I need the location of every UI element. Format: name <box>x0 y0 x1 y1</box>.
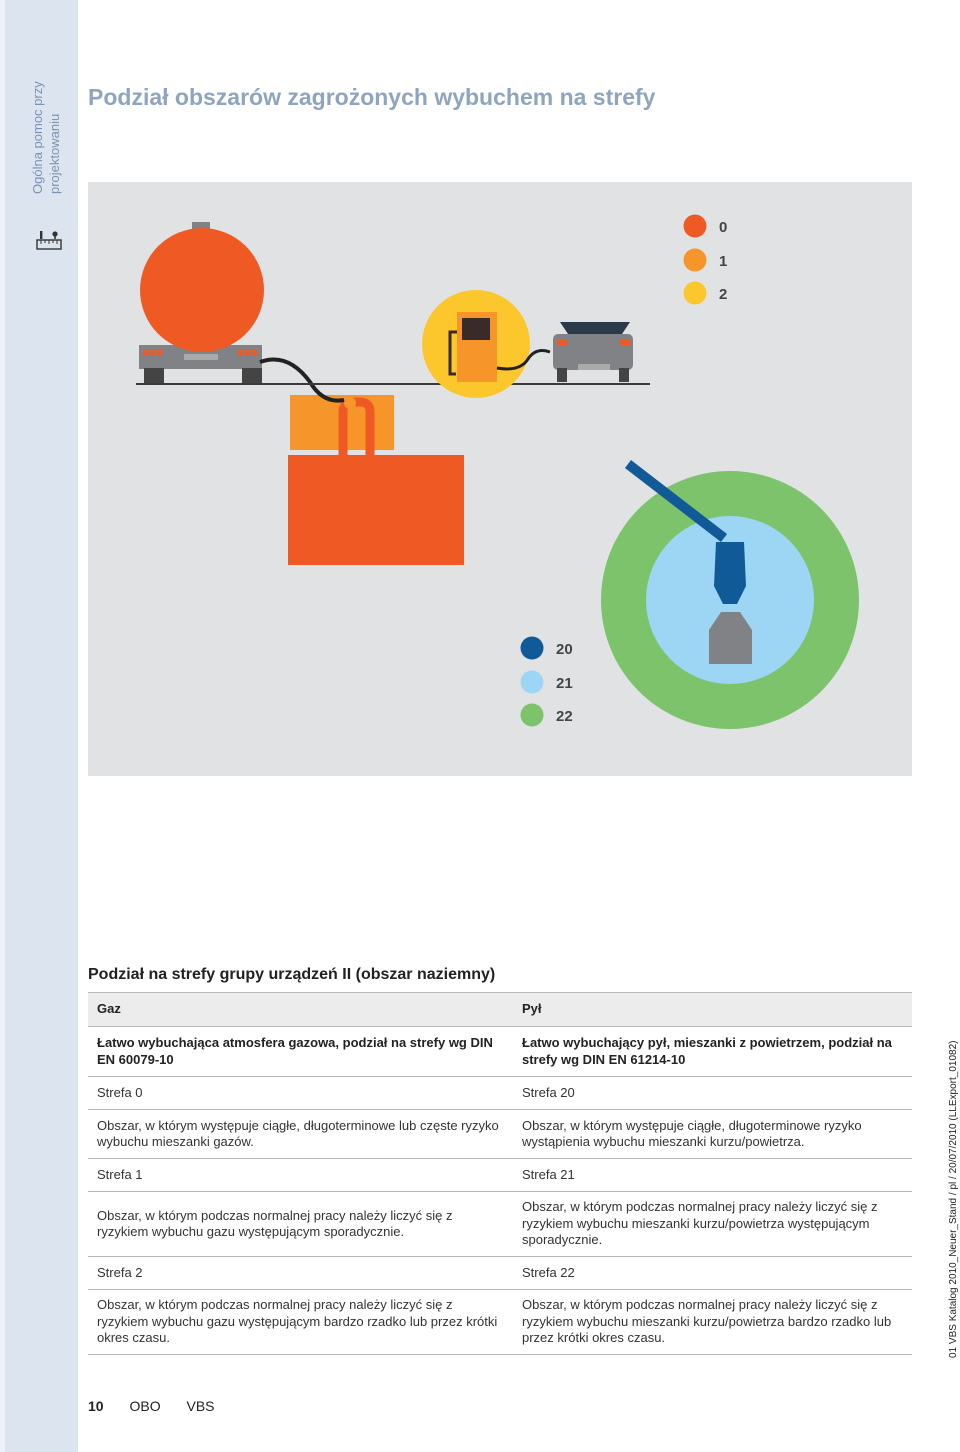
dust-zone-description: Obszar, w którym występuje ciągłe, długoterminowe ryzyko wystąpienia wybuchu mieszanki kurzu/powietrza. <box>512 1110 912 1159</box>
gas-zone-description: Obszar, w którym podczas normalnej pracy należy liczyć się z ryzykiem wybuchu gazu występującym bardzo rzadko lub przez krótki okres czasu. <box>88 1290 512 1355</box>
legend-dot-zone1 <box>684 249 707 272</box>
table-row <box>88 1110 912 1159</box>
wheel <box>557 368 567 382</box>
legend-dot-zone22 <box>521 704 544 727</box>
sidebar-title-line1: Ogólna pomoc przy <box>30 81 45 194</box>
gas-zone-description: Obszar, w którym podczas normalnej pracy należy liczyć się z ryzykiem wybuchu gazu występującym sporadycznie. <box>88 1192 512 1257</box>
page-footer <box>88 1398 237 1414</box>
tools-measuring-icon <box>36 230 62 252</box>
table-header-row <box>88 993 912 1027</box>
page-title: Podział obszarów zagrożonych wybuchem na strefy <box>88 84 656 110</box>
legend-dot-zone0 <box>684 215 707 238</box>
legend-label-zone0: 0 <box>719 219 728 236</box>
gas-standard: Łatwo wybuchająca atmosfera gazowa, podział na strefy wg DIN EN 60079-10 <box>88 1027 512 1077</box>
hopper-zone20 <box>714 542 746 604</box>
dust-zone-description: Obszar, w którym podczas normalnej pracy należy liczyć się z ryzykiem wybuchu mieszanki kurzu/powietrza bardzo rzadko lub przez krótki okres czasu. <box>512 1290 912 1355</box>
gas-zone-name: Strefa 1 <box>88 1159 512 1192</box>
wheel <box>144 368 164 384</box>
dust-zone-description: Obszar, w którym podczas normalnej pracy należy liczyć się z ryzykiem wybuchu mieszanki kurzu/powietrza występującym sporadycznie. <box>512 1192 912 1257</box>
table-row <box>88 1290 912 1355</box>
tanker-tank-zone0 <box>140 228 264 352</box>
dispenser-display <box>462 318 490 340</box>
gas-column-header: Gaz <box>88 993 512 1027</box>
gas-zone-legend <box>684 215 728 305</box>
zone-illustration <box>88 182 912 776</box>
pipe-connector <box>344 397 356 409</box>
zones-section-heading: Podział na strefy grupy urządzeń II (obszar naziemny) <box>88 966 496 983</box>
wheel <box>242 368 262 384</box>
table-row <box>88 1257 912 1290</box>
table-row <box>88 1027 912 1077</box>
zone-classification-table <box>88 992 912 1355</box>
sidebar-section-title <box>29 14 63 194</box>
dust-zone-name: Strefa 21 <box>512 1159 912 1192</box>
gas-zone-description: Obszar, w którym występuje ciągłe, długoterminowe lub częste ryzyko wybuchu mieszanki gazów. <box>88 1110 512 1159</box>
sidebar-title-line2: projektowaniu <box>47 113 62 194</box>
legend-label-zone21: 21 <box>556 675 573 692</box>
legend-label-zone22: 22 <box>556 708 573 725</box>
dust-zone-name: Strefa 20 <box>512 1077 912 1110</box>
catalog-edge-note: 01 VBS Katalog 2010_Neuer_Stand / pl / 20/07/2010 (LLExport_01082) <box>948 1040 959 1358</box>
dust-column-header: Pył <box>512 993 912 1027</box>
legend-dot-zone20 <box>521 637 544 660</box>
legend-label-zone2: 2 <box>719 286 728 303</box>
footer-product: VBS <box>186 1398 215 1414</box>
legend-label-zone1: 1 <box>719 253 728 270</box>
page-number: 10 <box>88 1398 104 1414</box>
footer-brand: OBO <box>129 1398 161 1414</box>
table-row <box>88 1159 912 1192</box>
table-row <box>88 1077 912 1110</box>
table-row <box>88 1192 912 1257</box>
dust-standard: Łatwo wybuchający pył, mieszanki z powietrzem, podział na strefy wg DIN EN 61214-10 <box>512 1027 912 1077</box>
gas-zone-name: Strefa 2 <box>88 1257 512 1290</box>
legend-dot-zone21 <box>521 671 544 694</box>
legend-label-zone20: 20 <box>556 641 573 658</box>
legend-dot-zone2 <box>684 282 707 305</box>
underground-tank-zone0 <box>288 455 464 565</box>
gas-zone-name: Strefa 0 <box>88 1077 512 1110</box>
wheel <box>619 368 629 382</box>
dust-zone-name: Strefa 22 <box>512 1257 912 1290</box>
sidebar <box>0 0 78 1452</box>
